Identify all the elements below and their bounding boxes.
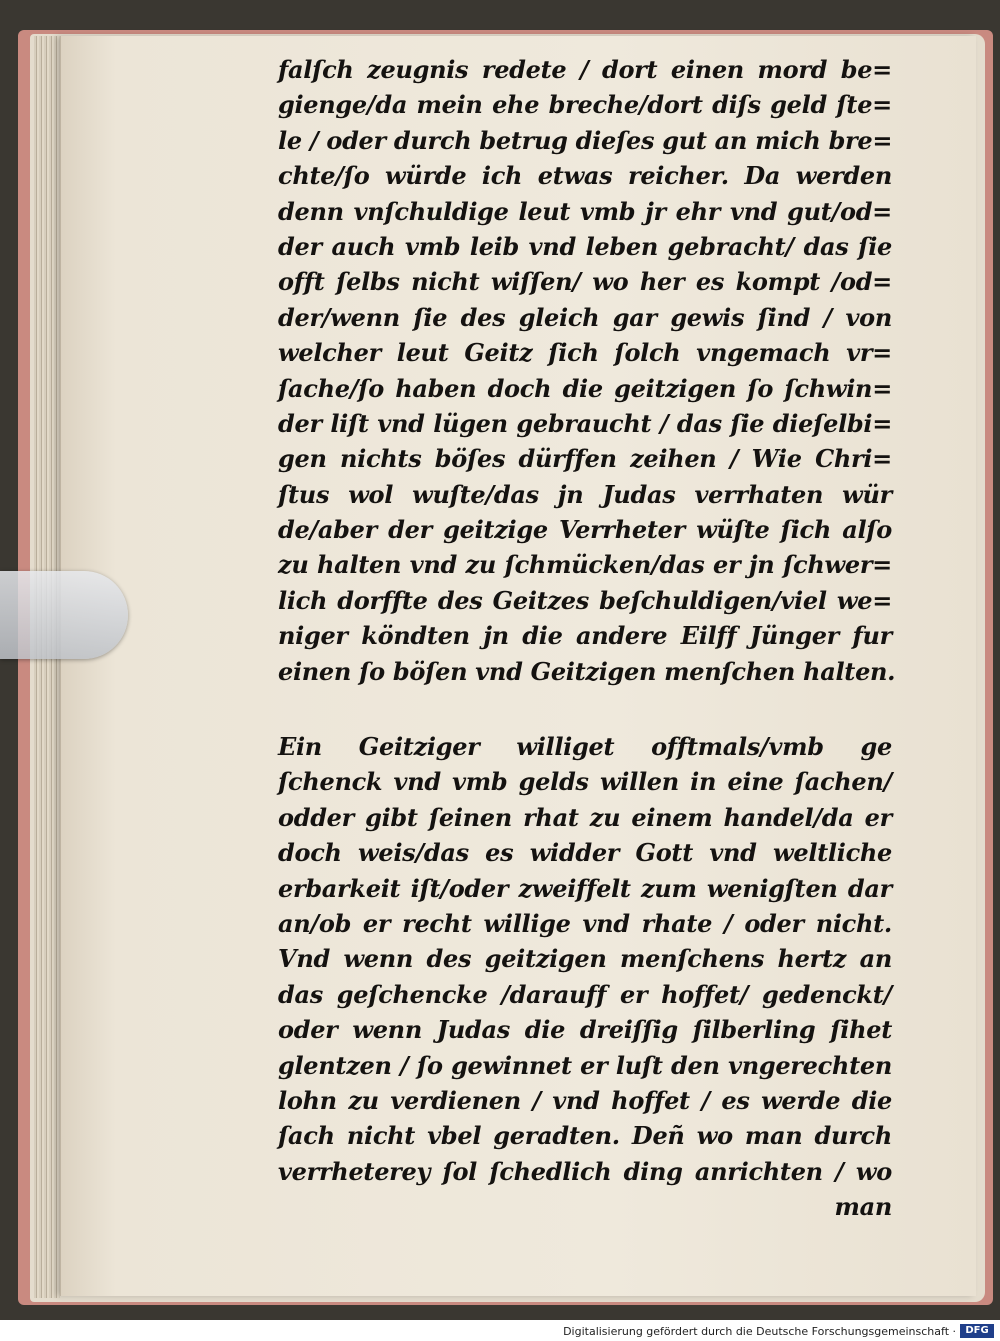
text-line: le / oder durch betrug dieſes gut an mich bre=	[278, 125, 893, 155]
text-line: lich dorffte des Geitzes beſchuldigen/viel we=	[278, 585, 892, 615]
text-line: verrheterey ſol ſchedlich ding anrichten / wo	[278, 1156, 892, 1186]
text-line: offt ſelbs nicht wiſſen/ wo her es kompt /od=	[278, 267, 892, 297]
text-line: Vnd wenn des geitzigen menſchens hertz an	[278, 944, 892, 974]
text-line: chte/ſo würde ich etwas reicher. Da werden	[278, 161, 892, 191]
page-edges	[34, 36, 60, 1298]
text-line: ſach nicht vbel geradten. Deñ wo man durch	[278, 1121, 892, 1151]
text-line: ſache/ſo haben doch die geitzigen ſo ſchwin=	[278, 373, 892, 403]
text-line: erbarkeit iſt/oder zweiffelt zum wenigſten dar	[278, 873, 892, 903]
paragraph-2	[278, 729, 892, 1189]
text-line: odder gibt ſeinen rhat zu einem handel/da er	[278, 802, 892, 832]
catchword: man	[834, 1192, 892, 1222]
page-clip	[0, 571, 128, 659]
text-line: gen nichts böſes dürffen zeihen / Wie Chri=	[278, 444, 892, 474]
text-line: ſtus wol wuſte/das jn Judas verrhaten wür	[278, 479, 892, 509]
text-line: einen ſo böſen vnd Geitzigen menſchen halten.	[278, 656, 896, 686]
text-line: an/ob er recht willige vnd rhate / oder nicht.	[278, 908, 892, 938]
text-line: doch weis/das es widder Gott vnd weltliche	[278, 838, 892, 868]
text-line: gienge/da mein ehe breche/dort diſs geld ſte=	[278, 90, 892, 120]
text-line: der auch vmb leib vnd leben gebracht/ das ſie	[278, 231, 892, 261]
text-line: falſch zeugnis redete / dort einen mord be=	[278, 55, 892, 84]
text-line: denn vnſchuldige leut vmb jr ehr vnd gut/od=	[278, 196, 892, 226]
text-line: Ein Geitziger williget offtmals/vmb ge	[278, 732, 892, 762]
text-line: glentzen / ſo gewinnet er luſt den vngerechten	[278, 1050, 892, 1080]
page-text	[278, 52, 896, 1225]
text-line: de/aber der geitzige Verrheter wüſte ſich alſo	[278, 515, 892, 545]
paragraph-gap	[278, 689, 892, 729]
text-line: ſchenck vnd vmb gelds willen in eine ſachen/	[278, 767, 892, 797]
text-line: der/wenn ſie des gleich gar gewis ſind / von	[278, 302, 892, 332]
dfg-logo-icon: DFG	[960, 1324, 994, 1338]
paragraph-1	[278, 52, 896, 689]
text-line: zu halten vnd zu ſchmücken/das er jn ſchwer=	[278, 550, 892, 580]
text-line: lohn zu verdienen / vnd hoffet / es werde die	[278, 1085, 892, 1115]
footer-credit: Digitalisierung gefördert durch die Deutsche Forschungsgemeinschaft ·	[563, 1325, 956, 1338]
text-line: welcher leut Geitz ſich ſolch vngemach vr=	[278, 338, 892, 368]
text-line: oder wenn Judas die dreiſſig ſilberling ſihet	[278, 1015, 892, 1045]
text-line: niger köndten jn die andere Eilff Jünger fur	[278, 621, 892, 651]
text-line: der liſt vnd lügen gebraucht / das ſie dieſelbi=	[278, 408, 892, 438]
footer-bar	[0, 1320, 1000, 1341]
text-line: das geſchencke /darauff er hoffet/ gedenckt/	[278, 979, 892, 1009]
